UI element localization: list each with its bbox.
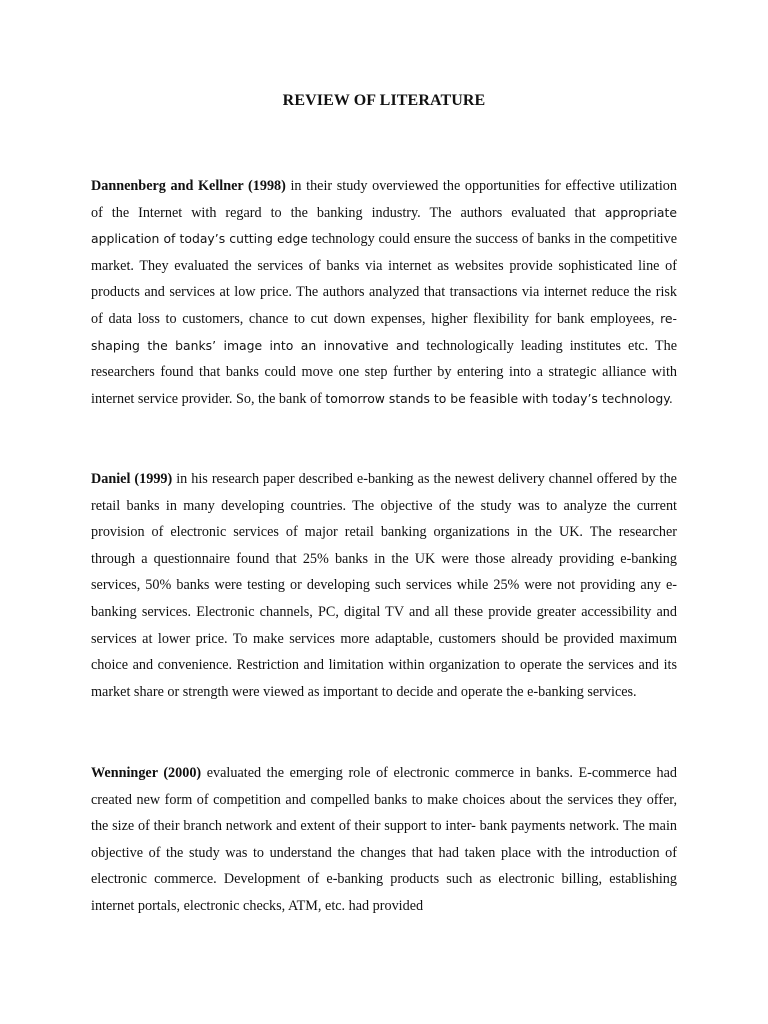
citation-author: Wenninger (2000)	[91, 765, 202, 781]
paragraph-text: re-shaping the banks’ image into an innovative and	[91, 310, 677, 353]
paragraph-text: technologically leading institutes etc. The researchers found that banks could move one step further by entering into a strategic alliance with internet service provider. So, the bank of	[91, 337, 677, 407]
paragraph-text: technology could ensure the success of banks in the competitive market. They evaluated the services of banks via internet as websites provide sophisticated line of products and services at low price. The authors analyzed that transactions via internet reduce the risk of data loss to customers, chance to cut down expenses, higher flexibility for bank employees,	[91, 231, 677, 327]
paragraph-text: in their study overviewed the opportunities for effective utilization of the Internet with regard to the banking industry. The authors evaluated that	[91, 178, 677, 221]
citation-author: Dannenberg and Kellner (1998)	[91, 178, 286, 194]
paragraph-wenninger	[91, 760, 677, 920]
paragraph-text: appropriate application of today’s cutting edge	[91, 204, 677, 247]
citation-author: Daniel (1999)	[91, 471, 173, 487]
page-title: REVIEW OF LITERATURE	[282, 92, 486, 109]
paragraph-daniel	[91, 466, 677, 705]
paragraph-text: in his research paper described e-banking as the newest delivery channel offered by the retail banks in many developing countries. The objective of the study was to analyze the current provision of electronic services of major retail banking organizations in the UK. The researcher through a questionnaire found that 25% banks in the UK were those already providing e-banking services, 50% banks were testing or developing such services while 25% were not providing any e-banking services. Electronic channels, PC, digital TV and all these provide greater accessibility and services at lower price. To make services more adaptable, customers should be provided maximum choice and convenience. Restriction and limitation within organization to operate the services and its market share or strength were viewed as important to decide and operate the e-banking services.	[91, 471, 677, 700]
paragraph-text: evaluated the emerging role of electronic commerce in banks. E-commerce had created new form of competition and compelled banks to make choices about the services they offer, the size of their branch network and extent of their support to inter- bank payments network. The main objective of the study was to understand the changes that had taken place with the introduction of electronic commerce. Development of e-banking products such as electronic billing, establishing internet portals, electronic checks, ATM, etc. had provided	[91, 765, 677, 914]
paragraph-dannenberg-kellner	[91, 173, 677, 412]
paragraph-text: tomorrow stands to be feasible with today’s technology.	[325, 390, 673, 406]
